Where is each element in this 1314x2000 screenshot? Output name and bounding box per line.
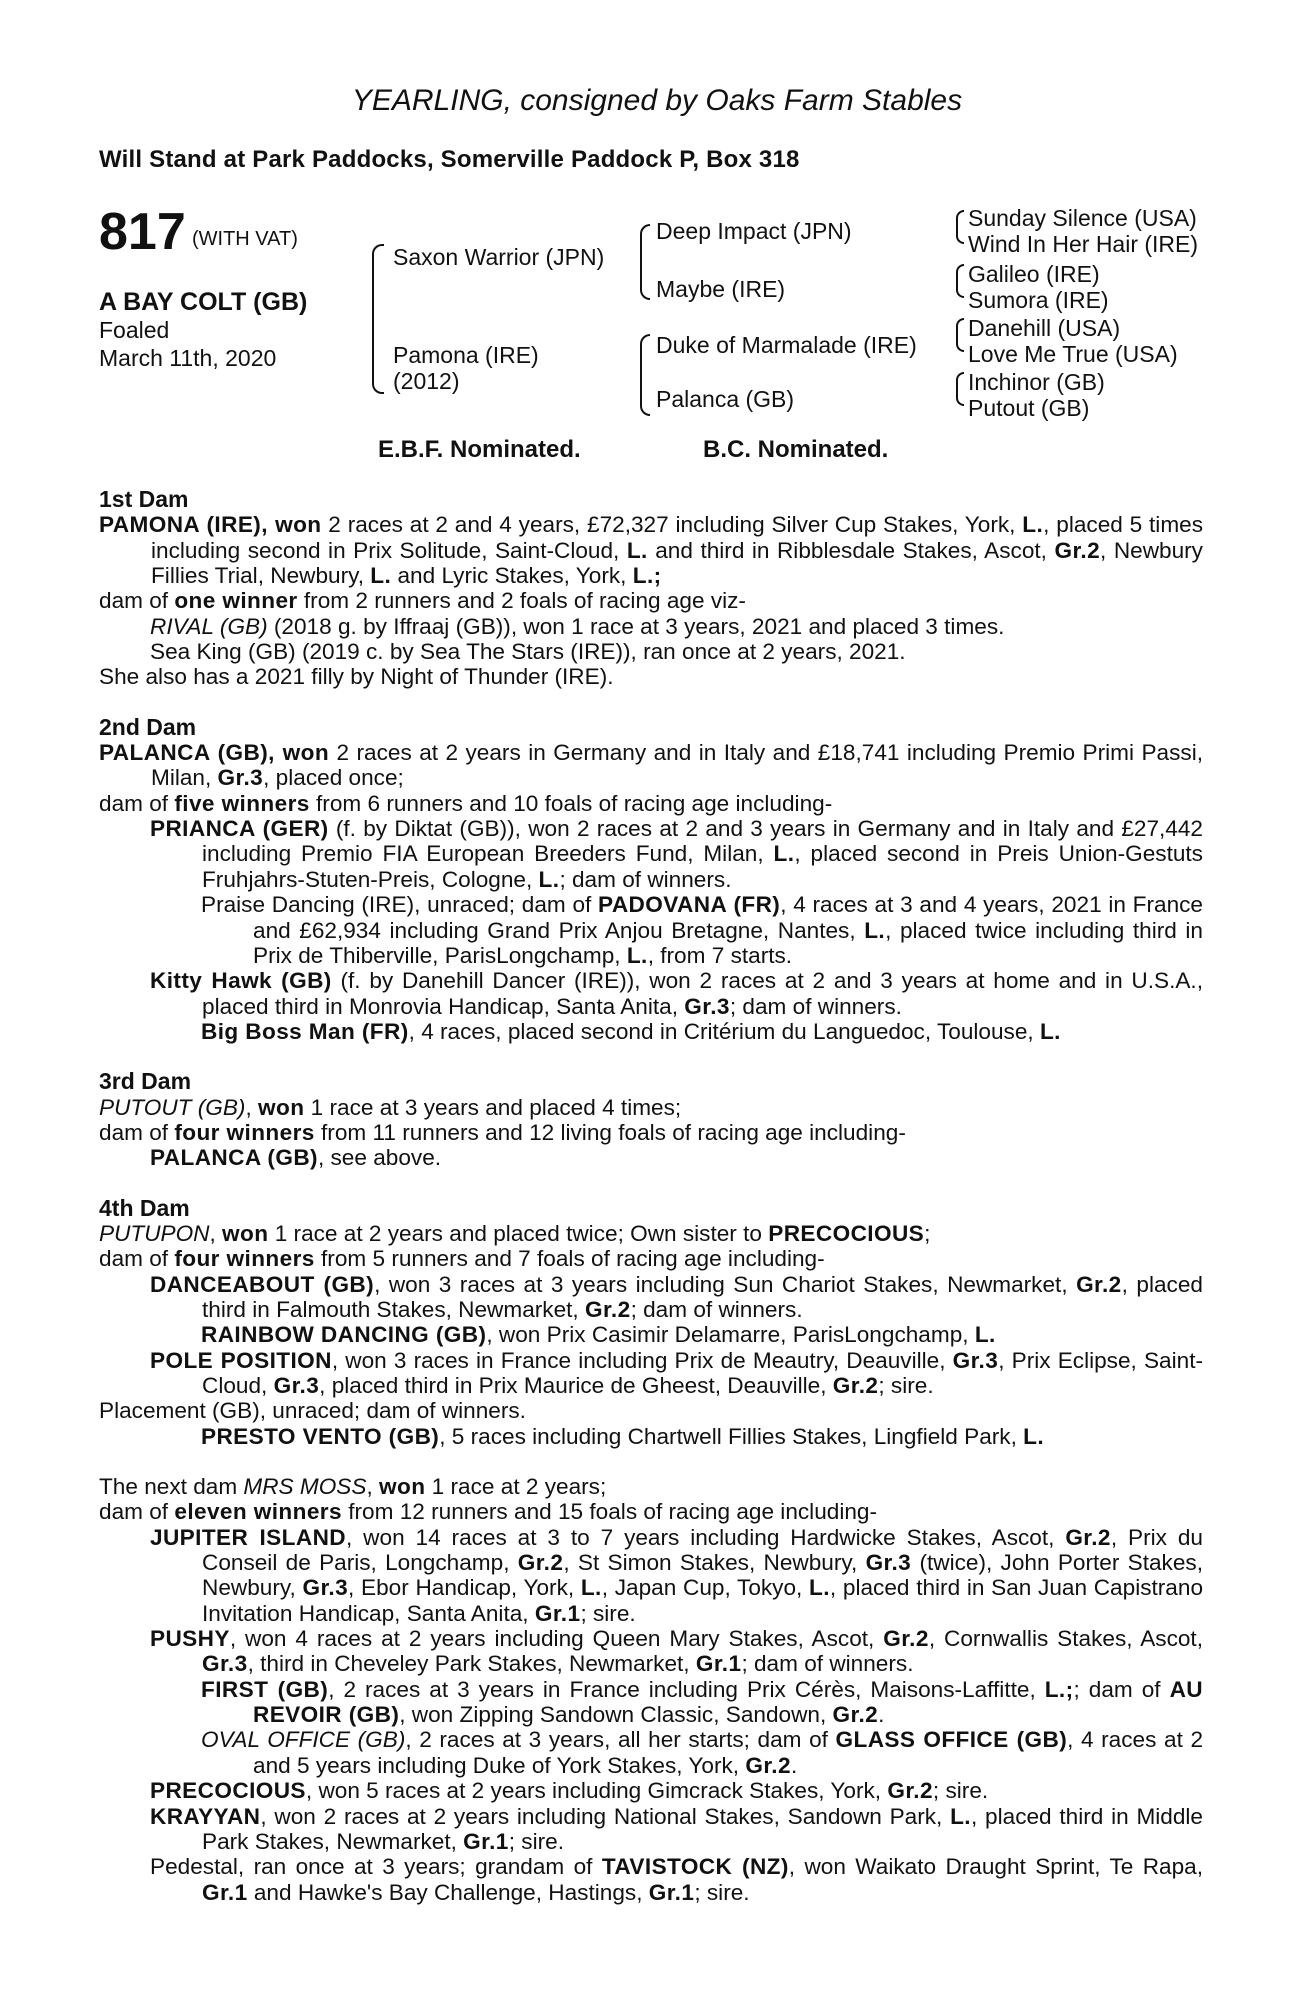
pedigree-brace-ss [956, 210, 964, 244]
pedigree-brace-sire [640, 224, 650, 300]
pedigree-dam-name: Pamona (IRE) [393, 342, 539, 368]
dam-record: PUTOUT (GB), won 1 race at 3 years and placed 4 times; [99, 1094, 682, 1120]
bc-nomination: B.C. Nominated. [703, 436, 889, 463]
lot-number: 817 [99, 203, 186, 261]
produce-summary: dam of four winners from 5 runners and 7 foals of racing age including- [99, 1246, 825, 1272]
produce-item: RIVAL (GB) (2018 g. by Iffraaj (GB)), won 1 race at 3 years, 2021 and placed 3 times. [150, 613, 1005, 639]
dam-record: PAMONA (IRE), won 2 races at 2 and 4 years, £72,327 including Silver Cup Stakes, York, L., placed 5 times including second in Prix Solitude, Saint-Cloud, L. and third in Ribblesdale Stakes, Ascot, Gr.2, Newbury Fillies Trial, Newbury, L. and Lyric Stakes, York, L.; [99, 512, 1204, 589]
pedigree-dsd: Love Me True (USA) [968, 341, 1178, 367]
pedigree-brace-ds [956, 318, 964, 352]
produce-item: Big Boss Man (FR), 4 races, placed second in Critérium du Languedoc, Toulouse, L. [201, 1018, 1061, 1044]
pedigree-sdd: Sumora (IRE) [968, 287, 1109, 313]
pedigree-sds: Galileo (IRE) [968, 261, 1100, 287]
pedigree-brace-sd [956, 264, 964, 298]
produce-item: Sea King (GB) (2019 c. by Sea The Stars (IRE)), ran once at 2 years, 2021. [150, 639, 906, 665]
pedigree-sire: Saxon Warrior (JPN) [393, 244, 605, 270]
produce-item: Kitty Hawk (GB) (f. by Danehill Dancer (IRE)), won 2 races at 2 and 3 years at home and in U.S.A., placed third in Monrovia Handicap, Santa Anita, Gr.3; dam of winners. [150, 968, 1203, 1019]
pedigree-ddd: Putout (GB) [968, 395, 1090, 421]
dam-record: PUTUPON, won 1 race at 2 years and placed twice; Own sister to PRECOCIOUS; [99, 1220, 931, 1246]
produce-summary: dam of eleven winners from 12 runners and 15 foals of racing age including- [99, 1499, 878, 1525]
produce-summary: dam of five winners from 6 runners and 10 foals of racing age including- [99, 790, 833, 816]
produce-summary: dam of four winners from 11 runners and 12 living foals of racing age including- [99, 1119, 906, 1145]
produce-item: PRESTO VENTO (GB), 5 races including Chartwell Fillies Stakes, Lingfield Park, L. [201, 1423, 1045, 1449]
produce-item: DANCEABOUT (GB), won 3 races at 3 years including Sun Chariot Stakes, Newmarket, Gr.2, placed third in Falmouth Stakes, Newmarket, Gr.2; dam of winners. [150, 1271, 1203, 1322]
pedigree-notes [99, 487, 1203, 1905]
pedigree-brace-dd [956, 372, 964, 406]
produce-item: PRECOCIOUS, won 5 races at 2 years including Gimcrack Stakes, York, Gr.2; sire. [150, 1778, 989, 1804]
produce-item: JUPITER ISLAND, won 14 races at 3 to 7 years including Hardwicke Stakes, Ascot, Gr.2, Prix du Conseil de Paris, Longchamp, Gr.2, St Simon Stakes, Newbury, Gr.3 (twice), John Porter Stakes, Newbury, Gr.3, Ebor Handicap, York, L., Japan Cup, Tokyo, L., placed third in San Juan Capistrano Invitation Handicap, Santa Anita, Gr.1; sire. [150, 1524, 1204, 1626]
stand-location: Will Stand at Park Paddocks, Somerville Paddock P, Box 318 [99, 146, 800, 173]
section-heading: 1st Dam [99, 486, 189, 512]
produce-item: PUSHY, won 4 races at 2 years including Queen Mary Stakes, Ascot, Gr.2, Cornwallis Stakes, Ascot, Gr.3, third in Cheveley Park Stakes, Newmarket, Gr.1; dam of winners. [150, 1626, 1203, 1677]
dam-record: PALANCA (GB), won 2 races at 2 years in Germany and in Italy and £18,741 including Premio Primi Passi, Milan, Gr.3, placed once; [99, 740, 1203, 791]
section-heading: 3rd Dam [99, 1068, 192, 1095]
pedigree-dds: Inchinor (GB) [968, 369, 1105, 395]
produce-item: OVAL OFFICE (GB), 2 races at 3 years, all her starts; dam of GLASS OFFICE (GB), 4 races at 2 and 5 years including Duke of York Stakes, York, Gr.2. [201, 1727, 1204, 1778]
ebf-nomination: E.B.F. Nominated. [378, 436, 581, 463]
pedigree-brace-dam [640, 334, 650, 416]
produce-item: Praise Dancing (IRE), unraced; dam of PADOVANA (FR), 4 races at 3 and 4 years, 2021 in France and £62,934 including Grand Prix Anjou Bretagne, Nantes, L., placed twice including third in Prix de Thiberville, ParisLongchamp, L., from 7 starts. [201, 892, 1203, 968]
pedigree-sss: Sunday Silence (USA) [968, 205, 1197, 231]
pedigree-dam-sire: Duke of Marmalade (IRE) [656, 332, 917, 358]
produce-item: Placement (GB), unraced; dam of winners. [99, 1398, 526, 1424]
pedigree-dam-year: (2012) [393, 368, 460, 394]
produce-note: She also has a 2021 filly by Night of Thunder (IRE). [99, 664, 614, 690]
lot-description: A BAY COLT (GB) [99, 288, 308, 316]
pedigree-sire-sire: Deep Impact (JPN) [656, 218, 852, 244]
section-heading: 2nd Dam [99, 713, 197, 740]
vat-note: (WITH VAT) [192, 228, 298, 250]
foaled-date: March 11th, 2020 [99, 345, 277, 371]
next-dam-record: The next dam MRS MOSS, won 1 race at 2 years; [99, 1474, 607, 1500]
foaled-label: Foaled [99, 317, 170, 343]
page-heading: YEARLING, consigned by Oaks Farm Stables [351, 84, 963, 117]
produce-item: PRIANCA (GER) (f. by Diktat (GB)), won 2 races at 2 and 3 years in Germany and in Italy and £27,442 including Premio FIA European Breeders Fund, Milan, L., placed second in Preis Union-Gestuts Fruhjahrs-Stuten-Preis, Cologne, L.; dam of winners. [150, 816, 1203, 892]
pedigree-dam-dam: Palanca (GB) [656, 386, 795, 412]
produce-item: KRAYYAN, won 2 races at 2 years including National Stakes, Sandown Park, L., placed third in Middle Park Stakes, Newmarket, Gr.1; sire. [150, 1803, 1204, 1854]
pedigree-dam [393, 342, 539, 394]
pedigree-brace-main [372, 244, 384, 394]
produce-item: PALANCA (GB), see above. [150, 1145, 442, 1171]
produce-item: FIRST (GB), 2 races at 3 years in France including Prix Cérès, Maisons-Laffitte, L.;; dam of AU REVOIR (GB), won Zipping Sandown Classic, Sandown, Gr.2. [201, 1676, 1204, 1728]
section-heading: 4th Dam [99, 1194, 190, 1221]
foaled-info [99, 316, 276, 372]
produce-summary: dam of one winner from 2 runners and 2 foals of racing age viz- [99, 588, 746, 614]
produce-item: Pedestal, ran once at 3 years; grandam of TAVISTOCK (NZ), won Waikato Draught Sprint, Te Rapa, Gr.1 and Hawke's Bay Challenge, Hastings, Gr.1; sire. [150, 1854, 1204, 1905]
pedigree-ssd: Wind In Her Hair (IRE) [968, 231, 1199, 257]
produce-item: RAINBOW DANCING (GB), won Prix Casimir Delamarre, ParisLongchamp, L. [201, 1322, 996, 1348]
pedigree-sire-dam: Maybe (IRE) [656, 276, 786, 302]
pedigree-dss: Danehill (USA) [968, 315, 1121, 341]
produce-item: POLE POSITION, won 3 races in France including Prix de Meautry, Deauville, Gr.3, Prix Eclipse, Saint-Cloud, Gr.3, placed third in Prix Maurice de Gheest, Deauville, Gr.2; sire. [150, 1347, 1204, 1398]
